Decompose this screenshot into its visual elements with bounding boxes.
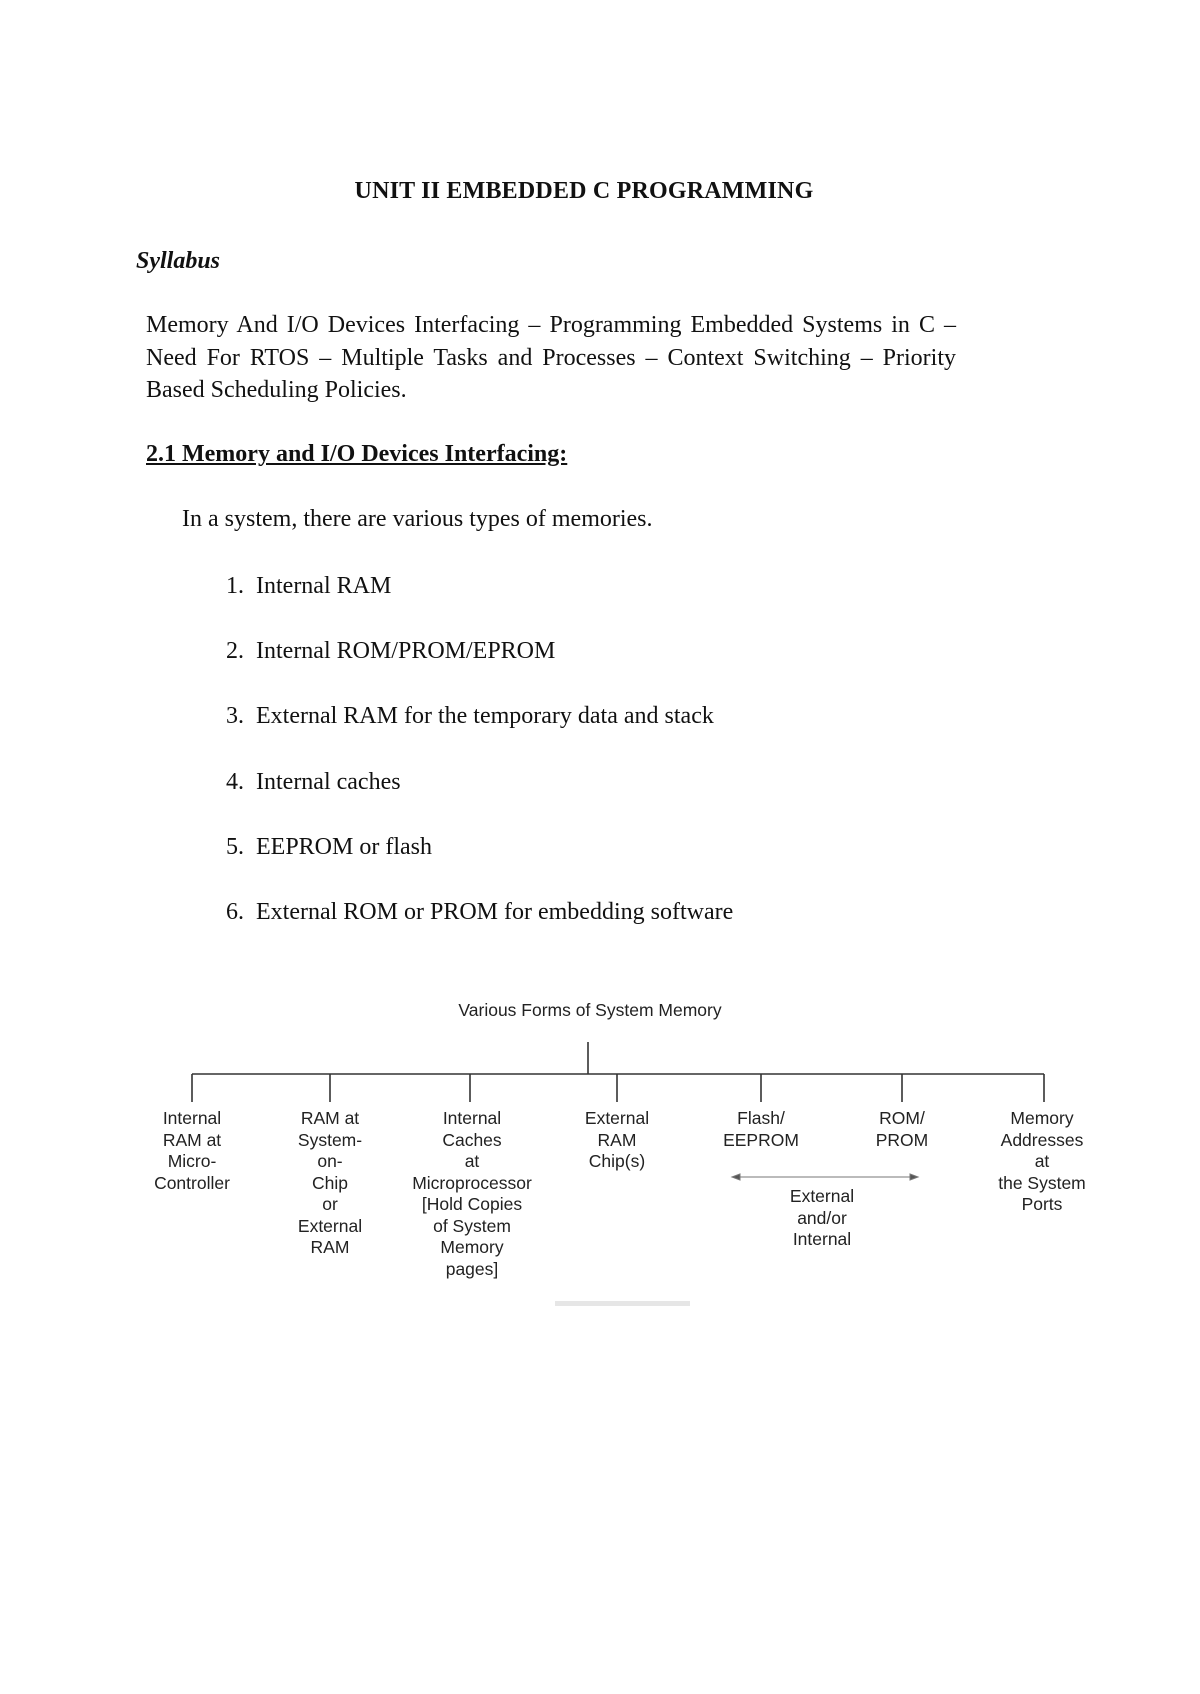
- memory-types-list: [226, 570, 733, 961]
- syllabus-label: Syllabus: [136, 248, 221, 274]
- list-item: [226, 570, 733, 635]
- list-item: [226, 700, 733, 765]
- list-item-text: EEPROM or flash: [256, 833, 432, 860]
- diagram-title: Various Forms of System Memory: [458, 1000, 722, 1020]
- diagram-leaf: RAM at System- on- Chip or External RAM: [297, 1108, 363, 1257]
- intro-paragraph: In a system, there are various types of memories.: [182, 506, 653, 532]
- list-item: [226, 896, 733, 961]
- section-heading: 2.1 Memory and I/O Devices Interfacing:: [146, 441, 568, 467]
- right-arrowhead: [910, 1174, 918, 1180]
- syllabus-text: Memory And I/O Devices Interfacing – Programming Embedded Systems in C – Need For RTOS – Multiple Tasks and Processes – Context Switching – Priority Based Scheduling Policies.: [146, 312, 956, 403]
- unit-title: UNIT II EMBEDDED C PROGRAMMING: [354, 178, 814, 204]
- diagram-leaf: Internal RAM at Micro- Controller: [154, 1108, 230, 1193]
- list-item-number: 4.: [226, 768, 244, 795]
- list-item-text: External RAM for the temporary data and stack: [256, 703, 714, 730]
- memory-forms-diagram: [140, 1000, 1100, 1320]
- list-item-text: Internal RAM: [256, 573, 392, 599]
- left-arrowhead: [732, 1174, 740, 1180]
- list-item-number: 2.: [226, 638, 244, 665]
- diagram-leaf: ROM/ PROM: [875, 1108, 929, 1150]
- diagram-leaf: Memory Addresses at the System Ports: [998, 1108, 1086, 1214]
- list-item-number: 6.: [226, 898, 244, 925]
- diagram-leaf: Flash/ EEPROM: [723, 1108, 799, 1150]
- list-item: [226, 766, 733, 831]
- list-item-text: Internal ROM/PROM/EPROM: [256, 638, 556, 665]
- list-item-number: 5.: [226, 833, 244, 860]
- list-item-number: 3.: [226, 703, 244, 730]
- scan-mark: [555, 1301, 690, 1306]
- list-item-text: External ROM or PROM for embedding software: [256, 898, 734, 925]
- list-item: [226, 831, 733, 896]
- list-item-text: Internal caches: [256, 768, 401, 795]
- list-item: [226, 635, 733, 700]
- diagram-leaf: Internal Caches at Microprocessor [Hold Copies of System Memory pages]: [412, 1108, 532, 1279]
- list-item-number: 1.: [226, 573, 244, 599]
- bracket-label: External and/or Internal: [789, 1186, 855, 1249]
- diagram-leaf: External RAM Chip(s): [584, 1108, 650, 1171]
